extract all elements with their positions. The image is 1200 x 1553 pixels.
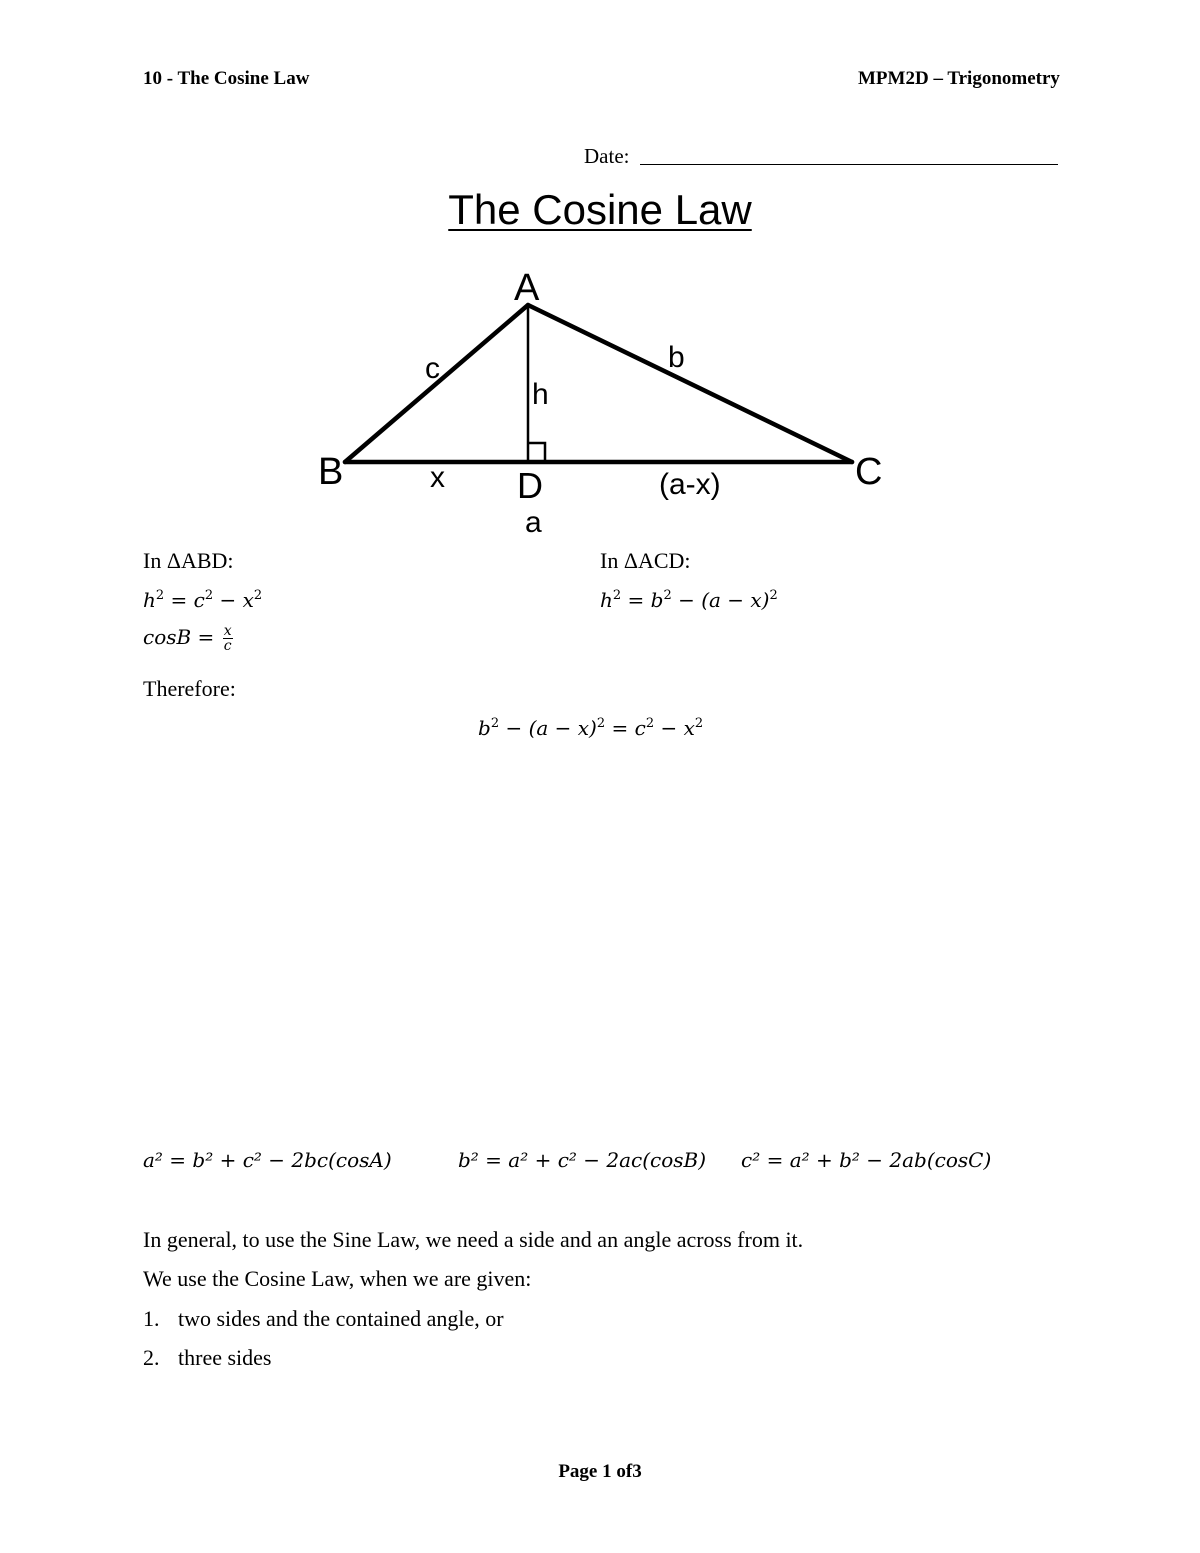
equation-cosb: cosB = $\frac{x}{c}$ [143,623,232,654]
vertex-c-label: C [855,451,883,493]
vertex-a-label: A [514,267,540,309]
right-angle-marker [528,443,545,462]
side-b-line [528,305,852,462]
triangle-acd-heading: In ΔACD: [600,548,691,573]
header-right: MPM2D – Trigonometry [858,68,1060,89]
cosine-law-b: b² = a² + c² − 2ac(cosB) [458,1148,707,1172]
cosine-law-c: c² = a² + b² − 2ab(cosC) [741,1148,992,1172]
list-item-number-1: 1. [143,1306,160,1331]
footer-page-word: Page [558,1461,598,1482]
side-h-label: h [532,378,549,411]
page-title: The Cosine Law [448,186,752,233]
footer-current-page: 1 [602,1461,612,1482]
side-x-label: x [430,461,445,494]
fraction-numerator: x [223,623,232,639]
list-item-2: three sides [178,1345,272,1370]
sine-law-note: In general, to use the Sine Law, we need a side and an angle across from it. [143,1227,804,1252]
equation-combined: $b^2 - (a - x)^2 = c^2 - x^2$ [478,716,704,740]
cosine-law-intro: We use the Cosine Law, when we are given: [143,1266,532,1291]
footer-of-word: of [616,1461,633,1482]
cosine-law-a: a² = b² + c² − 2bc(cosA) [143,1148,392,1172]
list-item-number-2: 2. [143,1345,160,1370]
header-left: 10 - The Cosine Law [143,68,310,89]
therefore-label: Therefore: [143,676,236,701]
vertex-b-label: B [318,451,344,493]
side-a-label: a [525,506,542,539]
side-b-label: b [668,341,685,374]
triangle-abd-heading: In ΔABD: [143,548,234,573]
side-ax-label: (a-x) [659,468,721,501]
triangle-diagram [0,0,1200,560]
list-item-1: two sides and the contained angle, or [178,1306,504,1331]
page-footer [0,1461,1200,1483]
date-label: Date: [584,144,630,168]
footer-total-pages: 3 [632,1461,642,1482]
equation-h-acd: $h^2 = b^2 - (a - x)^2$ [600,588,778,612]
equation-h-abd: $h^2 = c^2 - x^2$ [143,588,263,612]
side-c-label: c [425,352,440,385]
vertex-d-label: D [517,465,543,506]
fraction-denominator: c [223,638,232,654]
